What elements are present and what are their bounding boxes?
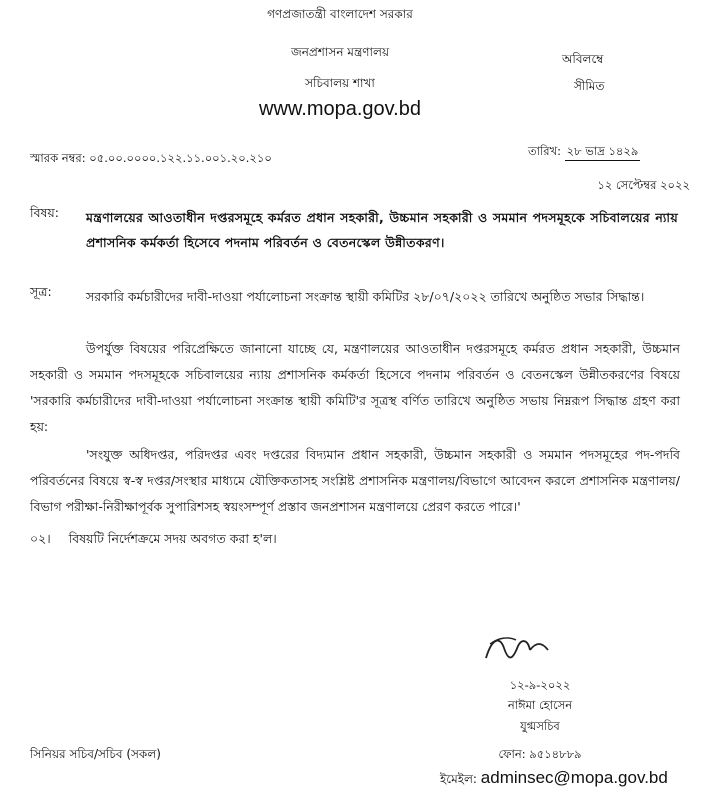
date-bangla: ২৮ ভাদ্র ১৪২৯ <box>565 144 641 161</box>
signatory-name: নাঈমা হোসেন <box>507 698 573 712</box>
classification-label: সীমিত <box>574 79 605 93</box>
signatory-email <box>440 768 668 791</box>
paragraph-quote: 'সংযুক্ত অধিদপ্তর, পরিদপ্তর এবং দপ্তরের বিদ্যমান প্রধান সহকারী, উচ্চমান সহকারী ও সমমান পদসমূহের পদ-পদবি পরিবর্তনের বিষয়ে স্ব-স্ব দপ্তর/সংস্থার মাধ্যমে যৌক্তিকতাসহ সংশ্লিষ্ট প্রশাসনিক মন্ত্রণালয়/বিভাগে আবেদন করলে প্রশাসনিক মন্ত্রণালয়/বিভাগ পরীক্ষা-নিরীক্ষাপূর্বক সুপারিশসহ স্বয়ংসম্পূর্ণ প্রস্তাব জনপ্রশাসন মন্ত্রণালয়ে প্রেরণ করতে পারে।' <box>30 447 680 514</box>
government-title: গণপ্রজাতন্ত্রী বাংলাদেশ সরকার <box>267 7 413 21</box>
date-label: তারিখ: <box>528 144 562 158</box>
branch-name: সচিবালয় শাখা <box>305 76 375 90</box>
email-label: ইমেইল: <box>440 772 477 786</box>
memo-label: স্মারক নম্বর: <box>30 151 86 165</box>
subject-text: মন্ত্রণালয়ের আওতাধীন দপ্তরসমূহে কর্মরত প্রধান সহকারী, উচ্চমান সহকারী ও সমমান পদসমূহকে সচিবালয়ের ন্যায় প্রশাসনিক কর্মকর্তা হিসেবে পদনাম পরিবর্তন ও বেতনস্কেল উন্নীতকরণ। <box>86 210 678 250</box>
memo-value: ০৫.০০.০০০০.১২২.১১.০০১.২০.২১০ <box>89 151 272 165</box>
email-link[interactable]: adminsec@mopa.gov.bd <box>480 768 668 787</box>
item-2-number: ০২। <box>30 531 51 546</box>
signatory-designation: যুগ্মসচিব <box>520 719 560 733</box>
signature-date: ১২-৯-২০২২ <box>509 678 571 692</box>
ministry-name: জনপ্রশাসন মন্ত্রণালয় <box>290 45 390 59</box>
date-block <box>528 143 640 162</box>
reference-text: সরকারি কর্মচারীদের দাবী-দাওয়া পর্যালোচনা সংক্রান্ত স্থায়ী কমিটির ২৮/০৭/২০২২ তারিখে অনুষ্ঠিত সভার সিদ্ধান্ত। <box>86 289 645 304</box>
memo-number <box>30 150 272 169</box>
date-english: ১২ সেপ্টেম্বর ২০২২ <box>597 178 690 192</box>
item-2 <box>30 531 277 551</box>
signatory-phone: ফোন: ৯৫১৪৮৮৯ <box>498 747 582 761</box>
signature-image <box>478 628 558 668</box>
recipient: সিনিয়র সচিব/সচিব (সকল) <box>30 747 161 761</box>
paragraph-1: উপর্যুক্ত বিষয়ের পরিপ্রেক্ষিতে জানানো যাচ্ছে যে, মন্ত্রণালয়ের আওতাধীন দপ্তরসমূহে কর্মরত প্রধান সহকারী, উচ্চমান সহকারী ও সমমান পদসমূহকে সচিবালয়ের ন্যায় প্রশাসনিক কর্মকর্তা হিসেবে পদনাম পরিবর্তন ও বেতনস্কেল উন্নীতকরণের বিষয়ে 'সরকারি কর্মচারীদের দাবী-দাওয়া পর্যালোচনা সংক্রান্ত স্থায়ী কমিটি'র সূত্রস্থ বর্ণিত তারিখে অনুষ্ঠিত সভায় নিম্নরূপ সিদ্ধান্ত গ্রহণ করা হয়: <box>30 341 680 434</box>
priority-label: অবিলম্বে <box>562 52 604 66</box>
item-2-text: বিষয়টি নির্দেশক্রমে সদয় অবগত করা হ'ল। <box>68 531 277 546</box>
subject-label: বিষয়: <box>30 205 60 220</box>
reference-label: সূত্র: <box>30 284 52 299</box>
website-link[interactable]: www.mopa.gov.bd <box>259 98 421 120</box>
